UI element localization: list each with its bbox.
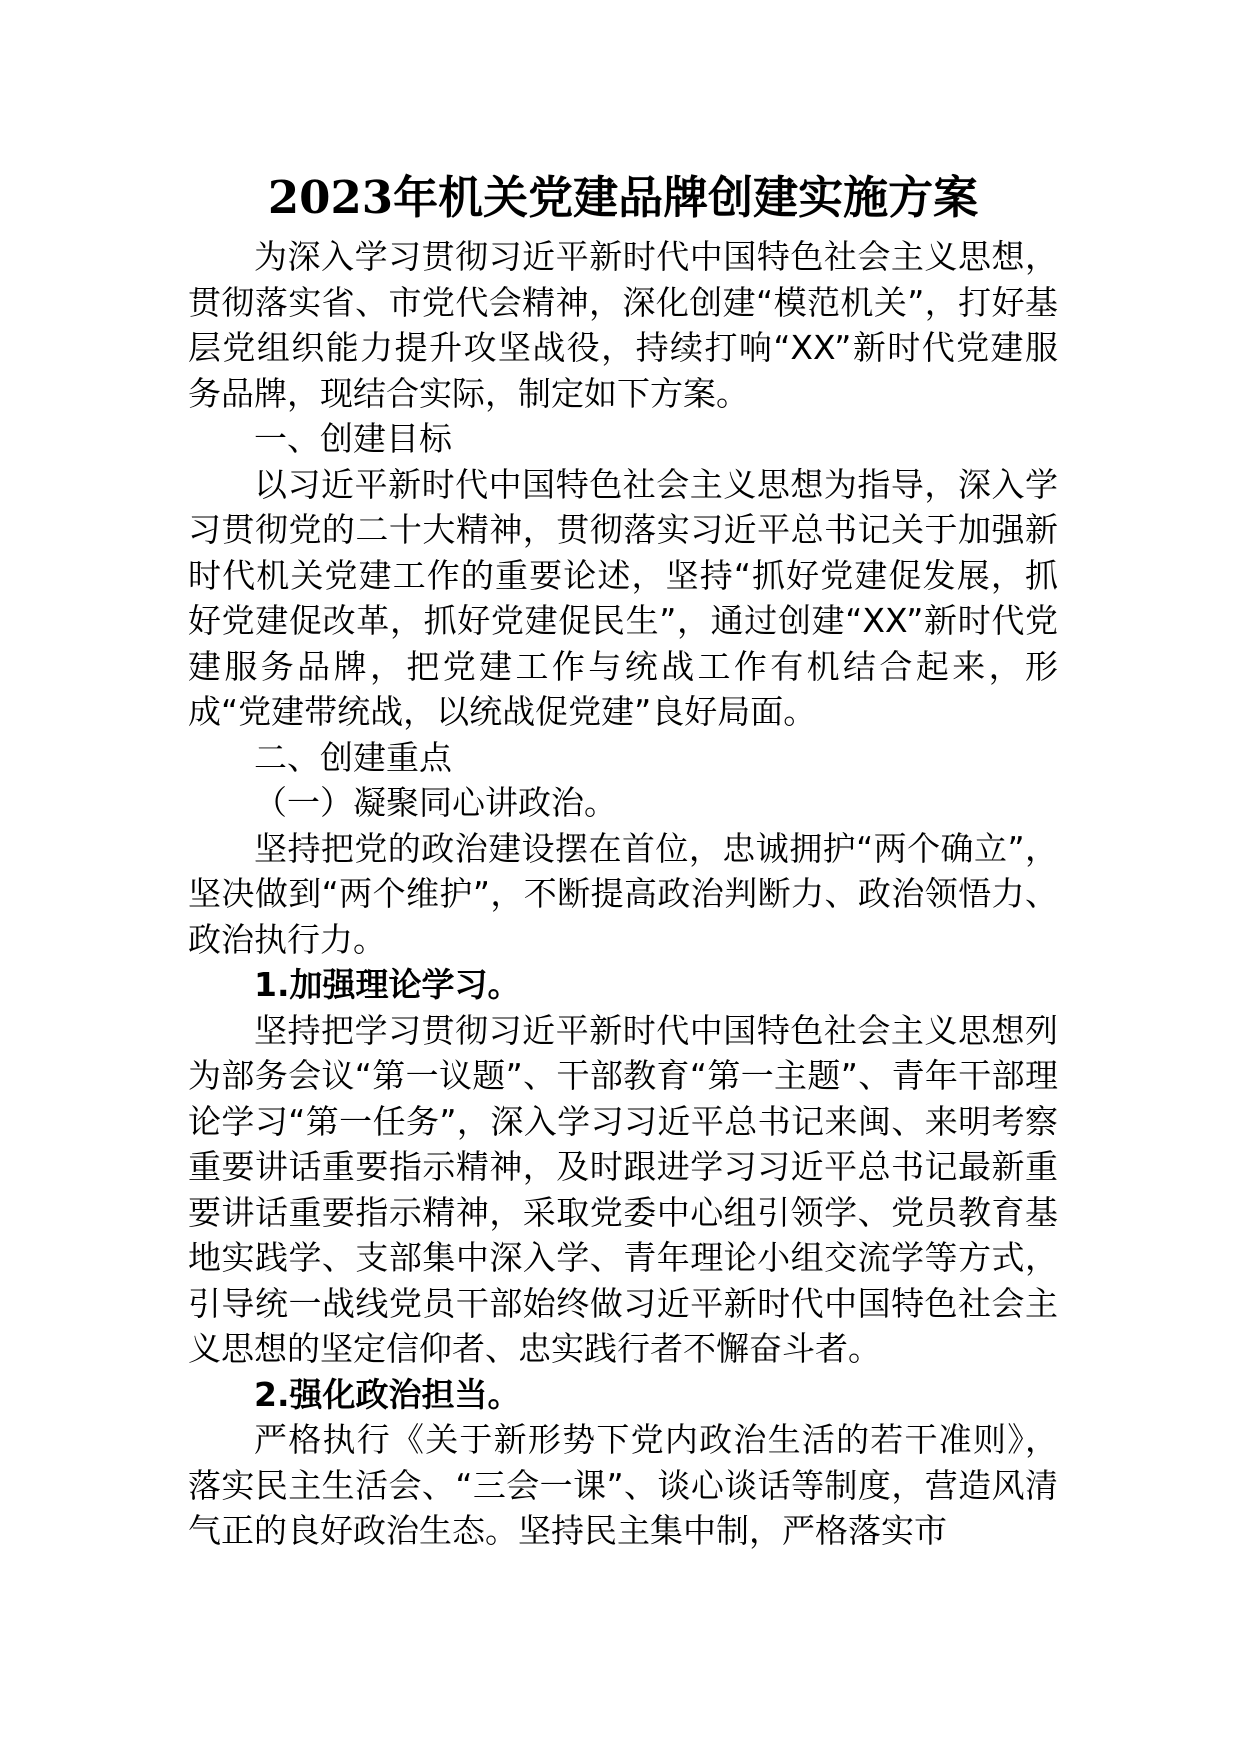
item-heading-political-responsibility: 2.强化政治担当。 bbox=[254, 1374, 521, 1414]
theory-study-paragraph: 坚持把学习贯彻习近平新时代中国特色社会主义思想列为部务会议“第一议题”、干部教育“第一主题”、青年干部理论学习“第一任务”，深入学习习近平总书记来闽、来明考察重要讲话重要指示精神，及时跟进学习习近平总书记最新重要讲话重要指示精神，采取党委中心组引领学、党员教育基地实践学、支部集中深入学、青年理论小组交流学等方式，引导统一战线党员干部始终做习近平新时代中国特色社会主义思想的坚定信仰者、忠实践行者不懈奋斗者。 bbox=[188, 1010, 1058, 1368]
subsection-heading-politics: （一）凝聚同心讲政治。 bbox=[254, 783, 617, 822]
intro-paragraph: 为深入学习贯彻习近平新时代中国特色社会主义思想，贯彻落实省、市党代会精神，深化创建“模范机关”，打好基层党组织能力提升攻坚战役，持续打响“XX”新时代党建服务品牌，现结合实际，制定如下方案。 bbox=[188, 237, 1058, 413]
section-heading-focus: 二、创建重点 bbox=[254, 737, 452, 777]
goals-paragraph: 以习近平新时代中国特色社会主义思想为指导，深入学习贯彻党的二十大精神，贯彻落实习近平总书记关于加强新时代机关党建工作的重要论述，坚持“抓好党建促发展，抓好党建促改革，抓好党建促民生”，通过创建“XX”新时代党建服务品牌，把党建工作与统战工作有机结合起来，形成“党建带统战，以统战促党建”良好局面。 bbox=[188, 464, 1058, 731]
political-responsibility-paragraph: 严格执行《关于新形势下党内政治生活的若干准则》，落实民主生活会、“三会一课”、谈心谈话等制度，营造风清气正的良好政治生态。坚持民主集中制，严格落实市 bbox=[188, 1420, 1058, 1550]
document-title: 2023年机关党建品牌创建实施方案 bbox=[267, 171, 979, 224]
section-heading-goals: 一、创建目标 bbox=[254, 419, 452, 458]
politics-paragraph: 坚持把党的政治建设摆在首位，忠诚拥护“两个确立”，坚决做到“两个维护”，不断提高政治判断力、政治领悟力、政治执行力。 bbox=[188, 828, 1058, 959]
document-body bbox=[188, 168, 1058, 1554]
item-heading-theory-study: 1.加强理论学习。 bbox=[254, 965, 521, 1004]
